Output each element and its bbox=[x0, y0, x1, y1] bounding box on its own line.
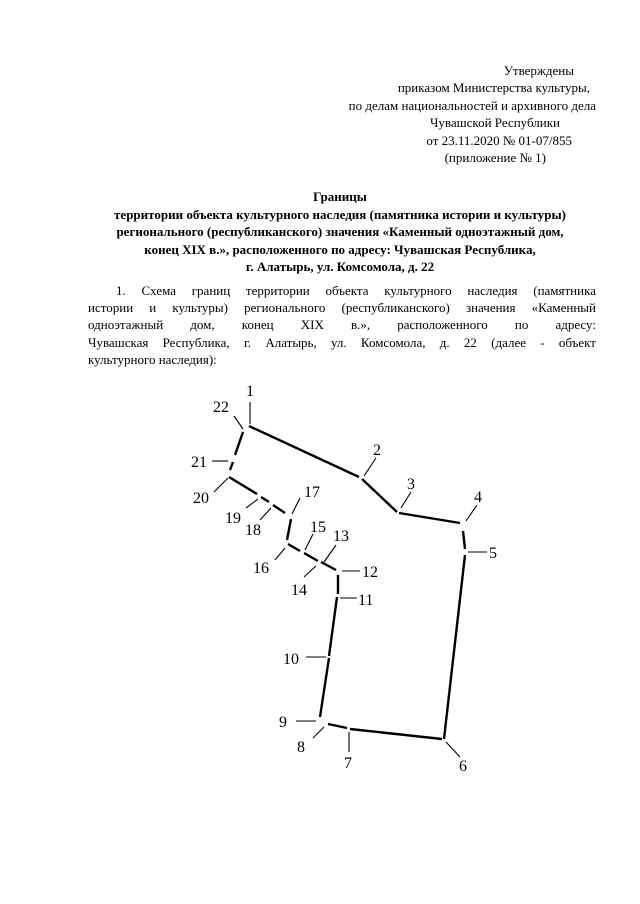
point-label: 7 bbox=[344, 755, 352, 772]
approval-line: Утверждены bbox=[503, 63, 574, 78]
point-label: 12 bbox=[362, 564, 378, 581]
title-line: регионального (республиканского) значения «Каменный одноэтажный дом, bbox=[116, 224, 564, 240]
point-tick bbox=[466, 505, 477, 521]
point-tick bbox=[292, 498, 300, 514]
point-tick bbox=[304, 566, 316, 577]
point-label: 18 bbox=[245, 522, 261, 539]
boundary-segment bbox=[288, 544, 300, 551]
point-label: 21 bbox=[191, 454, 207, 471]
point-label: 1 bbox=[246, 383, 254, 400]
point-tick bbox=[305, 534, 313, 550]
point-label: 15 bbox=[310, 519, 326, 536]
title-line: Границы bbox=[313, 189, 367, 204]
point-tick bbox=[324, 545, 336, 562]
point-label: 22 bbox=[213, 399, 229, 416]
boundary-segment bbox=[329, 597, 337, 656]
point-label: 17 bbox=[304, 484, 320, 501]
approval-line: Чувашской Республики bbox=[429, 115, 560, 131]
point-label: 13 bbox=[333, 528, 349, 545]
point-ticks bbox=[212, 402, 487, 757]
point-label: 19 bbox=[225, 510, 241, 527]
point-tick bbox=[234, 416, 243, 429]
point-label: 20 bbox=[193, 490, 209, 507]
point-label: 11 bbox=[358, 592, 374, 609]
point-label: 5 bbox=[489, 545, 497, 562]
point-label: 14 bbox=[291, 582, 307, 599]
boundary-segment bbox=[350, 729, 442, 739]
point-labels bbox=[191, 383, 497, 775]
approval-line: по делам национальностей и архивного дела bbox=[348, 97, 596, 113]
boundary-segment bbox=[304, 553, 318, 561]
title-line: конец XIX в.», расположенного по адресу: Чувашская Республика, bbox=[144, 241, 536, 257]
approval-line: приказом Министерства культуры, bbox=[397, 80, 590, 96]
boundary-segment bbox=[230, 462, 233, 470]
point-tick bbox=[214, 478, 228, 492]
point-label: 6 bbox=[459, 758, 467, 775]
boundary-segment bbox=[463, 531, 465, 549]
point-label: 8 bbox=[297, 739, 305, 756]
point-label: 2 bbox=[373, 442, 381, 459]
paragraph-line: Чувашская Республика, г. Алатырь, ул. Комсомола, д. 22 (далее - объект bbox=[88, 334, 596, 350]
point-tick bbox=[313, 727, 324, 738]
point-tick bbox=[246, 499, 258, 508]
paragraph-line: истории и культуры) регионального (республиканского) значения «Каменный bbox=[88, 300, 596, 316]
point-tick bbox=[446, 742, 460, 757]
boundary-lines bbox=[229, 426, 465, 739]
point-label: 9 bbox=[279, 714, 287, 731]
approval-line: от 23.11.2020 № 01-07/855 bbox=[426, 132, 572, 148]
boundary-segment bbox=[229, 477, 257, 494]
boundary-segment bbox=[320, 658, 329, 717]
point-label: 3 bbox=[407, 476, 415, 493]
paragraph-line: одноэтажный дом, конец XIX в.», расположенного по адресу: bbox=[88, 317, 596, 333]
boundary-segment bbox=[444, 555, 465, 739]
paragraph-line: 1. Схема границ территории объекта культурного наследия (памятника bbox=[116, 283, 596, 298]
boundary-segment bbox=[261, 497, 269, 502]
point-tick bbox=[401, 492, 411, 508]
boundary-segment bbox=[287, 519, 291, 540]
boundary-segment bbox=[399, 513, 460, 523]
boundary-segment bbox=[249, 426, 359, 477]
boundary-segment bbox=[273, 505, 285, 513]
boundary-segment bbox=[328, 724, 347, 728]
point-tick bbox=[275, 548, 285, 560]
title-line: г. Алатырь, ул. Комсомола, д. 22 bbox=[245, 259, 435, 275]
point-tick bbox=[260, 508, 271, 520]
point-tick bbox=[364, 458, 376, 476]
boundary-segment bbox=[362, 479, 397, 512]
point-label: 10 bbox=[283, 651, 299, 668]
boundary-segment bbox=[321, 562, 336, 570]
paragraph-line: культурного наследия): bbox=[88, 351, 217, 367]
title-line: территории объекта культурного наследия (памятника истории и культуры) bbox=[114, 206, 566, 222]
approval-line: (приложение № 1) bbox=[444, 150, 546, 166]
point-label: 4 bbox=[474, 489, 482, 506]
point-label: 16 bbox=[253, 560, 269, 577]
boundary-segment bbox=[235, 432, 243, 455]
